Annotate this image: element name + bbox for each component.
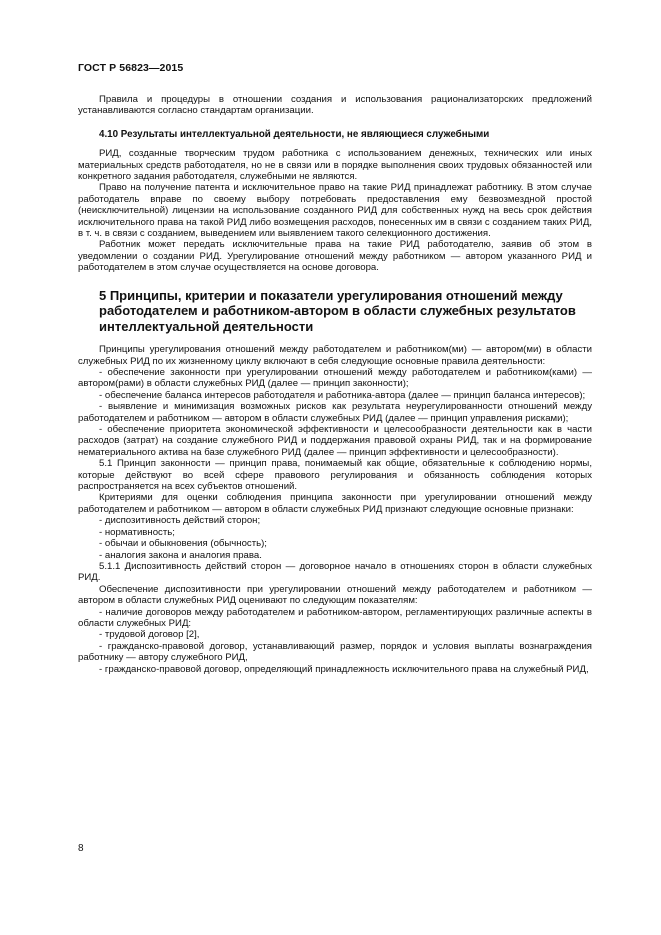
intro-paragraph: Правила и процедуры в отношении создания и использования рационализаторских предложений устанавливаются согласно стандартам организации. xyxy=(78,94,592,117)
list-item: - обеспечение приоритета экономической эффективности и целесообразности деятельности как в части расходов (затрат) на создание служебного РИД и поддержания правовой охраны РИД, так и на формирование нематериального актива на базе служебного РИД (далее — принцип эффективности и целесообразности). xyxy=(78,424,592,458)
section-4-10-heading: 4.10 Результаты интеллектуальной деятельности, не являющиеся служебными xyxy=(99,128,490,140)
page-content xyxy=(78,94,592,675)
section-5-heading: 5 Принципы, критерии и показатели урегулирования отношений между работодателем и работником-автором в области служебных результатов интеллектуальной деятельности xyxy=(99,287,576,334)
list-item: - наличие договоров между работодателем и работником-автором, регламентирующих различные аспекты в области служебных РИД: xyxy=(78,606,592,629)
list-item: - обеспечение баланса интересов работодателя и работника-автора (далее — принцип баланса интересов); xyxy=(99,389,586,401)
list-item: - выявление и минимизация возможных рисков как результата неурегулированности отношений между работодателем и работником — автором в области служебных РИД (далее — принцип управления рисками); xyxy=(78,401,592,424)
paragraph: Обеспечение диспозитивности при урегулировании отношений между работодателем и работником — автором в области служебных РИД оценивают по следующим показателям: xyxy=(78,583,592,607)
paragraph: Критериями для оценки соблюдения принципа законности при урегулировании отношений между работодателем и работником — автором в области служебных РИД признают следующие основные признаки: xyxy=(78,492,592,515)
list-item: - аналогия закона и аналогия права. xyxy=(99,549,262,561)
paragraph: Право на получение патента и исключительное право на такие РИД принадлежат работнику. В этом случае работодатель вправе по своему выбору потребовать предоставления ему безвозмездной простой (неисключительной) лицензии на использование созданного РИД для собственных нужд на весь срок действия исключительного права на такой РИД либо возмещения расходов, понесенных им в связи с созданием таких РИД, в т. ч. в связи с созданием, выведением или выявлением такого селекционного достижения. xyxy=(78,182,592,240)
list-item: - обычаи и обыкновения (обычность); xyxy=(99,538,267,550)
paragraph: РИД, созданные творческим трудом работника с использованием денежных, технических или иных материальных средств работодателя, но не в связи или в порядке выполнения своих трудовых обязанностей или конкретного задания работодателя, служебными не являются. xyxy=(78,148,592,183)
list-item: - диспозитивность действий сторон; xyxy=(99,515,261,527)
paragraph: 5.1 Принцип законности — принцип права, понимаемый как общие, обязательные к соблюдению нормы, которые действуют во всей сфере правового регулирования и обязанность соблюдения которых распространяется на всех субъектов отношений. xyxy=(78,458,592,493)
page-number: 8 xyxy=(78,843,84,854)
list-item: - обеспечение законности при урегулировании отношений между работодателем и работником(ками) — автором(рами) в области служебных РИД (далее — принцип законности); xyxy=(78,367,592,390)
list-item: - трудовой договор [2], xyxy=(99,629,200,641)
list-item: - гражданско-правовой договор, определяющий принадлежность исключительного права на служебный РИД, xyxy=(99,663,589,675)
list-item: - нормативность; xyxy=(99,526,175,538)
document-header: ГОСТ Р 56823—2015 xyxy=(78,62,184,74)
list-item: - гражданско-правовой договор, устанавливающий размер, порядок и условия выплаты вознаграждения работнику — автору служебного РИД, xyxy=(78,640,592,664)
paragraph: 5.1.1 Диспозитивность действий сторон — договорное начало в отношениях сторон в области служебных РИД. xyxy=(78,560,592,584)
paragraph: Принципы урегулирования отношений между работодателем и работником(ми) — автором(ми) в области служебных РИД по их жизненному циклу включают в себя следующие основные правила деятельности: xyxy=(78,344,592,367)
paragraph: Работник может передать исключительные права на такие РИД работодателю, заявив об этом в уведомлении о создании РИД. Урегулирование отношений между работником — автором указанного РИД и работодателем в этом случае осуществляется на основе договора. xyxy=(78,239,592,274)
